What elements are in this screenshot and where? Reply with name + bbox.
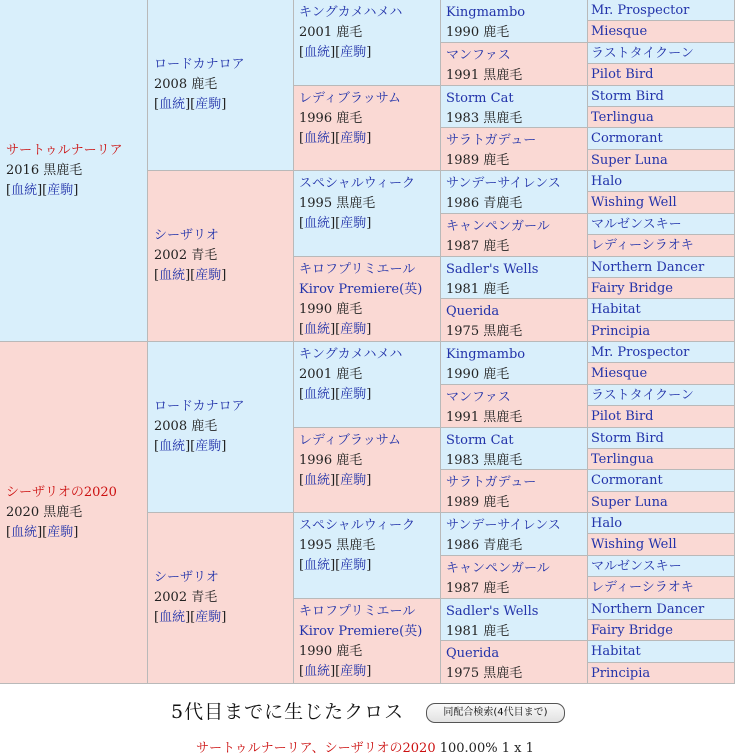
horse-name-link[interactable]: Querida (446, 304, 500, 319)
birth-year: 1975 (446, 666, 480, 681)
coat-color: 黒鹿毛 (336, 538, 376, 553)
horse-name-link[interactable]: ロードカナロア (154, 57, 245, 72)
horse-name-link[interactable]: マンファス (446, 390, 511, 405)
horse-links: [血統][産駒] (154, 610, 227, 625)
coat-color: 鹿毛 (483, 25, 510, 40)
horse-links: [血統][産駒] (299, 45, 372, 60)
coat-color: 黒鹿毛 (336, 196, 376, 211)
gen4-horse-cell (441, 385, 588, 428)
coat-color: 黒鹿毛 (483, 453, 523, 468)
horse-name-link[interactable]: Northern Dancer (591, 260, 705, 275)
horse-name-link[interactable]: レディーシラオキ (591, 238, 694, 253)
horse-links: [血統][産駒] (6, 182, 79, 198)
birth-year: 2008 (154, 77, 188, 92)
birth-year-color (6, 161, 147, 181)
horse-name-link[interactable]: Fairy Bridge (591, 623, 673, 638)
birth-year: 1990 (299, 644, 333, 659)
gen5-horse-cell[interactable] (588, 534, 735, 556)
offspring-link[interactable]: 産駒 (340, 558, 367, 573)
horse-name-link[interactable]: Pilot Bird (591, 409, 654, 424)
coat-color: 鹿毛 (483, 367, 510, 382)
gen5-horse-cell[interactable] (588, 470, 735, 492)
coat-color: 黒鹿毛 (483, 410, 523, 425)
pedigree-link[interactable]: 血統 (159, 97, 186, 112)
horse-name-link[interactable]: スペシャルウィーク (299, 518, 415, 533)
gen4-horse-cell (441, 43, 588, 86)
horse-name-link[interactable]: Principia (591, 324, 651, 339)
pedigree-link[interactable]: 血統 (159, 439, 186, 454)
pedigree-link[interactable]: 血統 (159, 268, 186, 283)
horse-name-link[interactable]: Pilot Bird (591, 67, 654, 82)
horse-links: [血統][産駒] (154, 268, 227, 283)
coat-color: 黒鹿毛 (483, 324, 523, 339)
birth-year-color (446, 536, 587, 556)
gen3-horse-cell (294, 257, 441, 342)
birth-year-color (446, 451, 587, 470)
coat-color: 青鹿毛 (483, 538, 523, 553)
coat-color: 鹿毛 (191, 77, 218, 92)
birth-year: 2002 (154, 248, 188, 263)
coat-color: 黒鹿毛 (43, 162, 83, 178)
gen5-horse-cell[interactable] (588, 214, 735, 235)
birth-year: 1990 (299, 302, 333, 317)
gen5-horse-cell[interactable] (588, 107, 735, 128)
horse-name-link[interactable]: キロフプリミエール (299, 262, 416, 277)
birth-year: 1981 (446, 282, 480, 297)
birth-year: 1996 (299, 111, 333, 126)
birth-year-color (154, 246, 293, 266)
pedigree-link[interactable]: 血統 (11, 182, 38, 198)
gen4-horse-cell (441, 428, 588, 470)
horse-name-link[interactable]: キャンペンガール (446, 561, 550, 576)
gen4-horse-cell (441, 128, 588, 171)
gen4-horse-cell (441, 641, 588, 684)
birth-year: 2016 (6, 162, 40, 178)
horse-name-link[interactable]: Super Luna (591, 153, 668, 168)
birth-year-color (446, 151, 587, 171)
horse-name-link[interactable]: キャンペンガール (446, 219, 550, 234)
birth-year: 1990 (446, 367, 480, 382)
horse-links: [血統][産駒] (299, 558, 372, 573)
horse-name-link[interactable]: レディブラッサム (299, 433, 402, 448)
pedigree-link[interactable]: 血統 (304, 473, 331, 488)
horse-links: [血統][産駒] (154, 439, 227, 454)
coat-color: 鹿毛 (483, 239, 510, 254)
coat-color: 鹿毛 (483, 495, 510, 510)
coat-color: 鹿毛 (483, 282, 510, 297)
birth-year: 2020 (6, 504, 40, 520)
horse-name-link[interactable]: マンファス (446, 48, 511, 63)
horse-name-link[interactable]: キングカメハメハ (299, 347, 403, 362)
horse-links: [血統][産駒] (299, 216, 372, 231)
horse-name-link[interactable]: Miesque (591, 24, 648, 39)
birth-year: 1990 (446, 25, 480, 40)
offspring-link[interactable]: 産駒 (47, 182, 74, 198)
gen4-horse-cell (441, 470, 588, 513)
gen3-horse-cell (294, 171, 441, 257)
coat-color: 鹿毛 (336, 367, 363, 382)
horse-name-link[interactable]: Cormorant (591, 131, 663, 146)
pedigree-link[interactable]: 血統 (11, 524, 38, 540)
offspring-link[interactable]: 産駒 (340, 322, 367, 337)
horse-name-link[interactable]: Fairy Bridge (591, 281, 673, 296)
coat-color: 青鹿毛 (483, 196, 523, 211)
cross-section-title: 5代目までに生じたクロス (171, 701, 405, 723)
horse-name-link[interactable]: ロードカナロア (154, 399, 245, 414)
horse-name-link[interactable]: サンデーサイレンス (446, 176, 561, 191)
offspring-link[interactable]: 産駒 (340, 473, 367, 488)
gen5-horse-cell[interactable] (588, 492, 735, 513)
pedigree-link[interactable]: 血統 (304, 558, 331, 573)
birth-year: 1986 (446, 538, 480, 553)
gen3-horse-cell (294, 86, 441, 171)
coat-color: 鹿毛 (483, 581, 510, 596)
offspring-link[interactable]: 産駒 (47, 524, 74, 540)
pedigree-link[interactable]: 血統 (304, 387, 331, 402)
gen4-horse-cell (441, 214, 588, 257)
coat-color: 黒鹿毛 (43, 504, 83, 520)
gen5-horse-cell[interactable] (588, 21, 735, 43)
birth-year: 1991 (446, 68, 480, 83)
gen4-horse-cell (441, 299, 588, 342)
horse-name-link[interactable]: Cormorant (591, 473, 663, 488)
horse-name-link[interactable]: レディーシラオキ (591, 580, 694, 595)
gen5-horse-cell[interactable] (588, 428, 735, 449)
gen3-horse-cell (294, 342, 441, 428)
gen5-horse-cell[interactable] (588, 363, 735, 385)
birth-year: 1991 (446, 410, 480, 425)
birth-year: 1981 (446, 624, 480, 639)
birth-year-color (299, 536, 440, 556)
gen5-horse-cell[interactable] (588, 192, 735, 214)
birth-year-color (446, 493, 587, 513)
offspring-link[interactable]: 産駒 (340, 664, 367, 679)
horse-links: [血統][産駒] (299, 473, 372, 488)
gen5-horse-cell[interactable] (588, 513, 735, 534)
horse-name-link[interactable]: サラトガデュー (446, 475, 537, 490)
offspring-link[interactable]: 産駒 (195, 439, 222, 454)
birth-year-color (446, 622, 587, 641)
gen4-horse-cell (441, 86, 588, 128)
horse-name-link[interactable]: Mr. Prospector (591, 3, 690, 18)
horse-name-link[interactable]: Principia (591, 666, 651, 681)
horse-name-link[interactable]: シーザリオ (154, 570, 219, 585)
birth-year: 1995 (299, 196, 333, 211)
cross-line (196, 737, 534, 756)
birth-year: 1983 (446, 111, 480, 126)
coat-color: 鹿毛 (336, 644, 363, 659)
gen5-horse-cell[interactable] (588, 86, 735, 107)
birth-year: 2002 (154, 590, 188, 605)
horse-name-link[interactable]: Storm Bird (591, 431, 664, 446)
offspring-link[interactable]: 産駒 (195, 97, 222, 112)
birth-year-color (6, 503, 147, 523)
horse-links: [血統][産駒] (299, 322, 372, 337)
birth-year-color (154, 75, 293, 95)
birth-year: 1975 (446, 324, 480, 339)
gen5-horse-cell[interactable] (588, 64, 735, 86)
horse-name-link[interactable]: Super Luna (591, 495, 668, 510)
horse-name-link[interactable]: Northern Dancer (591, 602, 705, 617)
pedigree-link[interactable]: 血統 (304, 322, 331, 337)
birth-year-color (154, 417, 293, 437)
pedigree-link[interactable]: 血統 (304, 45, 331, 60)
pedigree-link[interactable]: 血統 (159, 610, 186, 625)
gen5-horse-cell[interactable] (588, 0, 735, 21)
birth-year-color (299, 365, 440, 385)
birth-year-color (299, 451, 440, 471)
birth-year: 1987 (446, 239, 480, 254)
birth-year: 2001 (299, 25, 333, 40)
birth-year: 1989 (446, 153, 480, 168)
birth-year-color (446, 109, 587, 128)
horse-name-link[interactable]: Halo (591, 516, 623, 531)
gen4-horse-cell (441, 257, 588, 299)
horse-name-link[interactable]: キロフプリミエール (299, 604, 416, 619)
coat-color: 鹿毛 (483, 153, 510, 168)
birth-year-color (446, 664, 587, 684)
birth-year-color (154, 588, 293, 608)
horse-name-link[interactable]: サンデーサイレンス (446, 518, 561, 533)
gen3-horse-cell (294, 0, 441, 86)
gen5-horse-cell[interactable] (588, 278, 735, 299)
gen5-horse-cell[interactable] (588, 299, 735, 321)
coat-color: 鹿毛 (336, 111, 363, 126)
birth-year: 1995 (299, 538, 333, 553)
horse-name-link[interactable]: Wishing Well (591, 537, 677, 552)
coat-color: 鹿毛 (191, 419, 218, 434)
horse-name-link[interactable]: ラストタイクーン (591, 388, 694, 403)
birth-year: 2008 (154, 419, 188, 434)
coat-color: 鹿毛 (336, 25, 363, 40)
gen3-horse-cell (294, 599, 441, 684)
gen4-horse-cell (441, 599, 588, 641)
gen5-horse-cell[interactable] (588, 449, 735, 470)
birth-year: 1996 (299, 453, 333, 468)
gen5-horse-cell[interactable] (588, 385, 735, 406)
birth-year: 2001 (299, 367, 333, 382)
gen5-horse-cell[interactable] (588, 620, 735, 641)
gen5-horse-cell[interactable] (588, 257, 735, 278)
gen2-horse-cell (148, 513, 294, 684)
gen5-horse-cell[interactable] (588, 235, 735, 257)
gen5-horse-cell[interactable] (588, 171, 735, 192)
horse-links: [血統][産駒] (299, 387, 372, 402)
horse-name-link[interactable]: Querida (446, 646, 500, 661)
gen4-horse-cell (441, 342, 588, 385)
cross-generation: 1 x 1 (501, 741, 534, 756)
horse-name-link[interactable]: スペシャルウィーク (299, 176, 415, 191)
horse-name-link[interactable]: Storm Cat (446, 433, 514, 448)
birth-year-color (299, 109, 440, 129)
offspring-link[interactable]: 産駒 (195, 610, 222, 625)
horse-name-link[interactable]: Kingmambo (446, 347, 526, 362)
coat-color: 黒鹿毛 (483, 666, 523, 681)
horse-name-link[interactable]: Storm Cat (446, 91, 514, 106)
gen4-horse-cell (441, 556, 588, 599)
horse-name-link[interactable]: Habitat (591, 644, 641, 659)
horse-name-link[interactable]: Habitat (591, 302, 641, 317)
birth-year-color (299, 300, 440, 320)
gen2-horse-cell (148, 0, 294, 171)
gen2-horse-cell (148, 342, 294, 513)
horse-alt-name-link[interactable]: Kirov Premiere(英) (299, 282, 423, 297)
horse-links: [血統][産駒] (299, 131, 372, 146)
horse-name-link[interactable]: シーザリオ (154, 228, 219, 243)
birth-year: 1986 (446, 196, 480, 211)
gen5-horse-cell[interactable] (588, 128, 735, 150)
offspring-link[interactable]: 産駒 (340, 131, 367, 146)
horse-name-link[interactable]: Wishing Well (591, 195, 677, 210)
birth-year: 1983 (446, 453, 480, 468)
offspring-link[interactable]: 産駒 (340, 45, 367, 60)
offspring-link[interactable]: 産駒 (340, 387, 367, 402)
gen5-horse-cell[interactable] (588, 577, 735, 599)
gen4-horse-cell (441, 513, 588, 556)
horse-alt-name-link[interactable]: Kirov Premiere(英) (299, 624, 423, 639)
birth-year-color (446, 237, 587, 257)
pedigree-link[interactable]: 血統 (304, 131, 331, 146)
horse-name-link[interactable]: Miesque (591, 366, 648, 381)
gen5-horse-cell[interactable] (588, 406, 735, 428)
horse-links: [血統][産駒] (6, 524, 79, 540)
gen5-horse-cell[interactable] (588, 321, 735, 342)
birth-year: 1987 (446, 581, 480, 596)
gen4-horse-cell (441, 0, 588, 43)
gen2-horse-cell (148, 171, 294, 342)
gen5-horse-cell[interactable] (588, 43, 735, 64)
birth-year-color (446, 23, 587, 43)
coat-color: 青毛 (191, 590, 218, 605)
pedigree-link[interactable]: 血統 (304, 216, 331, 231)
birth-year-color (446, 579, 587, 599)
offspring-link[interactable]: 産駒 (340, 216, 367, 231)
pedigree-link[interactable]: 血統 (304, 664, 331, 679)
gen1-horse-cell (0, 342, 148, 684)
gen5-horse-cell[interactable] (588, 342, 735, 363)
birth-year-color (446, 322, 587, 342)
birth-year-color (299, 194, 440, 214)
horse-name-link[interactable]: シーザリオの2020 (6, 484, 117, 500)
horse-name-link[interactable]: Mr. Prospector (591, 345, 690, 360)
horse-name-link[interactable]: マルゼンスキー (591, 217, 682, 232)
horse-name-link[interactable]: Storm Bird (591, 89, 664, 104)
gen3-horse-cell (294, 513, 441, 599)
coat-color: 黒鹿毛 (483, 111, 523, 126)
birth-year-color (299, 642, 440, 662)
horse-links: [血統][産駒] (154, 97, 227, 112)
horse-name-link[interactable]: マルゼンスキー (591, 559, 682, 574)
cross-horse-names[interactable]: サートゥルナーリア、シーザリオの2020 (196, 741, 436, 756)
same-mating-search-button[interactable]: 同配合検索(4代目まで) (426, 703, 565, 723)
horse-name-link[interactable]: Sadler's Wells (446, 604, 539, 619)
horse-name-link[interactable]: ラストタイクーン (591, 46, 694, 61)
birth-year: 1989 (446, 495, 480, 510)
horse-name-link[interactable]: Terlingua (591, 452, 654, 467)
gen4-horse-cell (441, 171, 588, 214)
horse-name-link[interactable]: キングカメハメハ (299, 5, 403, 20)
horse-name-link[interactable]: レディブラッサム (299, 91, 402, 106)
birth-year-color (446, 66, 587, 86)
coat-color: 鹿毛 (483, 624, 510, 639)
coat-color: 鹿毛 (336, 453, 363, 468)
coat-color: 鹿毛 (336, 302, 363, 317)
gen1-horse-cell (0, 0, 148, 342)
horse-name-link[interactable]: サラトガデュー (446, 133, 537, 148)
gen5-horse-cell[interactable] (588, 556, 735, 577)
horse-name-link[interactable]: サートゥルナーリア (6, 142, 123, 158)
cross-percent: 100.00% (439, 741, 498, 756)
coat-color: 青毛 (191, 248, 218, 263)
offspring-link[interactable]: 産駒 (195, 268, 222, 283)
birth-year-color (446, 194, 587, 214)
birth-year-color (446, 280, 587, 299)
horse-name-link[interactable]: Halo (591, 174, 623, 189)
gen5-horse-cell[interactable] (588, 641, 735, 663)
birth-year-color (299, 23, 440, 43)
birth-year-color (446, 365, 587, 385)
gen3-horse-cell (294, 428, 441, 513)
gen5-horse-cell[interactable] (588, 663, 735, 684)
gen5-horse-cell[interactable] (588, 599, 735, 620)
horse-links: [血統][産駒] (299, 664, 372, 679)
gen5-horse-cell[interactable] (588, 150, 735, 171)
horse-name-link[interactable]: Terlingua (591, 110, 654, 125)
horse-name-link[interactable]: Sadler's Wells (446, 262, 539, 277)
coat-color: 黒鹿毛 (483, 68, 523, 83)
horse-name-link[interactable]: Kingmambo (446, 5, 526, 20)
birth-year-color (446, 408, 587, 428)
